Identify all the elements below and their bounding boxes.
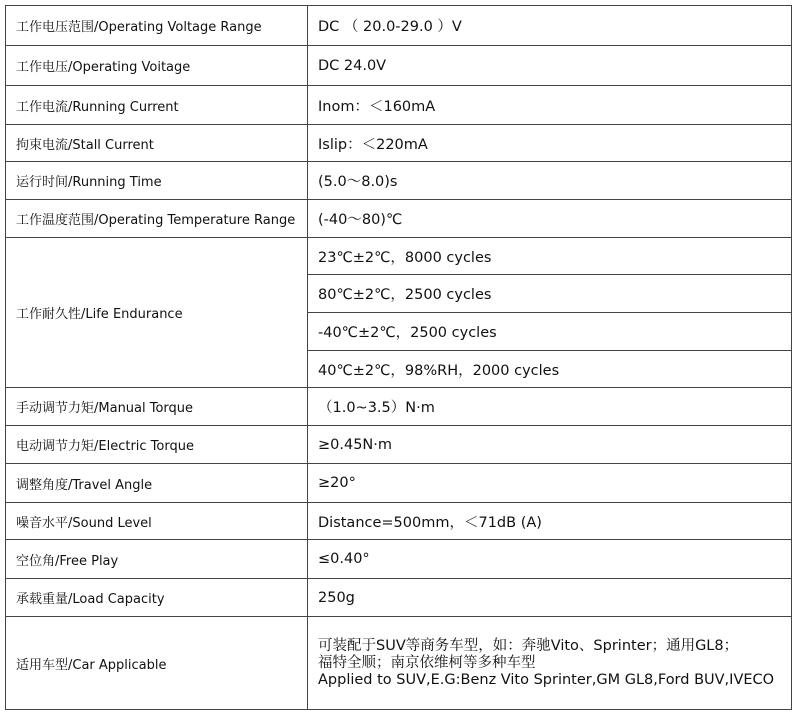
row-value: Inom：＜160mA: [308, 86, 792, 125]
car-applicable-line: 可装配于SUV等商务车型，如：奔驰Vito、Sprinter；通用GL8；: [318, 637, 739, 654]
row-value: -40℃±2℃，2500 cycles: [308, 313, 792, 351]
row-value: DC （ 20.0-29.0 ）V: [308, 6, 792, 46]
table-row: [6, 388, 792, 426]
row-label: 运行时间/Running Time: [6, 162, 308, 200]
row-label: 拘束电流/Stall Current: [6, 125, 308, 162]
row-value: ≥20°: [308, 464, 792, 503]
row-value: (5.0～8.0)s: [308, 162, 792, 200]
row-value: (-40～80)℃: [308, 200, 792, 238]
row-value: ≤0.40°: [308, 540, 792, 579]
row-label: 工作耐久性/Life Endurance: [6, 238, 308, 388]
row-value: Distance=500mm，＜71dB (A): [308, 503, 792, 540]
table-row: [6, 46, 792, 86]
table-row: [6, 540, 792, 579]
row-value: DC 24.0V: [308, 46, 792, 86]
row-label: 工作电压/Operating Voitage: [6, 46, 308, 86]
row-label: 空位角/Free Play: [6, 540, 308, 579]
table-row: [6, 162, 792, 200]
table-row: [6, 464, 792, 503]
table-row: [6, 579, 792, 617]
row-label: 工作电流/Running Current: [6, 86, 308, 125]
row-label: 电动调节力矩/Electric Torque: [6, 426, 308, 464]
row-value: 23℃±2℃，8000 cycles: [308, 238, 792, 275]
row-value: ≥0.45N·m: [308, 426, 792, 464]
row-label: 调整角度/Travel Angle: [6, 464, 308, 503]
table-row: [6, 238, 792, 275]
row-value: 40℃±2℃，98%RH，2000 cycles: [308, 351, 792, 388]
spec-table: [5, 5, 792, 710]
row-value: 250g: [308, 579, 792, 617]
row-label: 适用车型/Car Applicable: [6, 617, 308, 710]
car-applicable-line: 福特全顺；南京依维柯等多种车型: [318, 654, 536, 671]
row-label: 工作温度范围/Operating Temperature Range: [6, 200, 308, 238]
row-label: 工作电压范围/Operating Voltage Range: [6, 6, 308, 46]
row-label: 承载重量/Load Capacity: [6, 579, 308, 617]
row-value: （1.0~3.5）N·m: [308, 388, 792, 426]
row-value: 80℃±2℃，2500 cycles: [308, 275, 792, 313]
row-value: [308, 617, 792, 710]
row-label: 手动调节力矩/Manual Torque: [6, 388, 308, 426]
row-label: 噪音水平/Sound Level: [6, 503, 308, 540]
table-row: [6, 200, 792, 238]
table-row: [6, 86, 792, 125]
table-row: [6, 125, 792, 162]
table-row: [6, 503, 792, 540]
car-applicable-line: Applied to SUV,E.G:Benz Vito Sprinter,GM GL8,Ford BUV,IVECO: [318, 671, 775, 688]
table-row: [6, 617, 792, 710]
row-value: Islip：＜220mA: [308, 125, 792, 162]
table-row: [6, 426, 792, 464]
table-row: [6, 6, 792, 46]
